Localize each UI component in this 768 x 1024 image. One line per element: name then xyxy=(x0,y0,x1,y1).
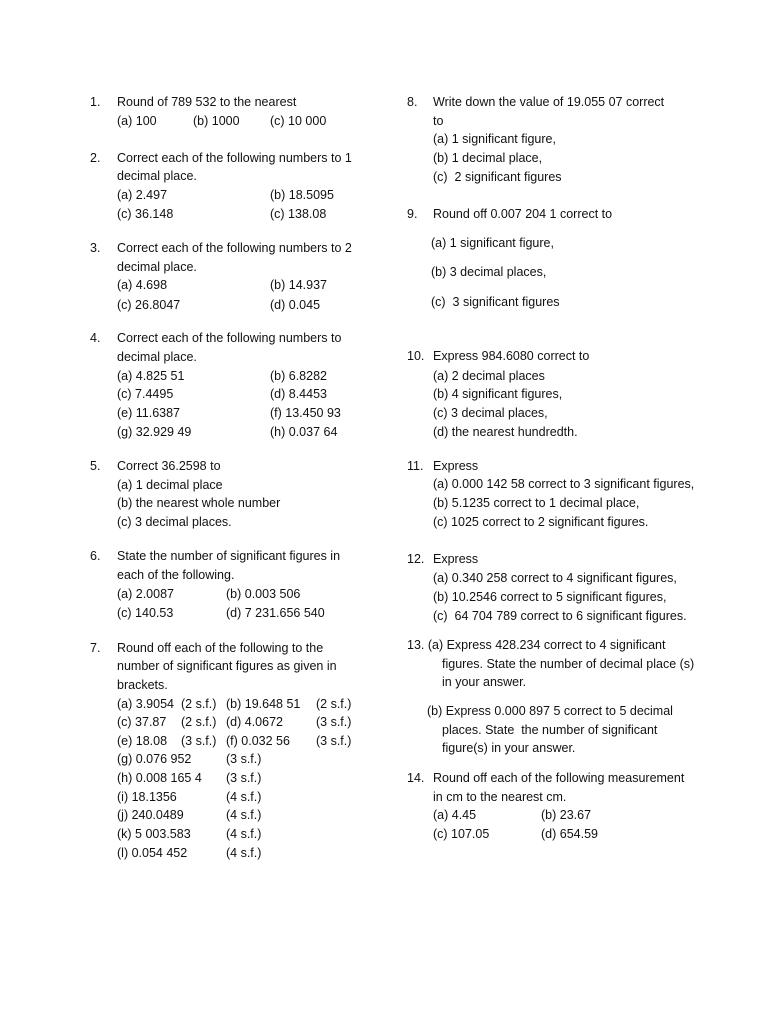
q7-item-l: (l) 0.054 452 xyxy=(117,846,188,860)
question-text: to xyxy=(433,114,444,128)
q7-item-e: (e) 18.08 xyxy=(117,734,168,748)
q7-sf-i: (4 s.f.) xyxy=(226,790,262,804)
question-number: 14. xyxy=(407,771,425,785)
q7-sf-l: (4 s.f.) xyxy=(226,846,262,860)
option-c: (c) 107.05 xyxy=(433,827,490,841)
q7-sf-b: (2 s.f.) xyxy=(316,697,352,711)
q7-sf-k: (4 s.f.) xyxy=(226,827,262,841)
question-text: Express xyxy=(433,552,479,566)
option-b: (b) 18.5095 xyxy=(270,188,334,202)
question-text: (b) Express 0.000 897 5 correct to 5 decimal xyxy=(427,704,673,718)
option-a: (a) 0.000 142 58 correct to 3 significant figures, xyxy=(433,477,695,491)
question-number: 10. xyxy=(407,349,425,363)
question-text: 13. (a) Express 428.234 correct to 4 significant xyxy=(407,638,666,652)
option-g: (g) 32.929 49 xyxy=(117,425,192,439)
question-text: Correct each of the following numbers to xyxy=(117,331,342,345)
option-d: (d) 0.045 xyxy=(270,298,321,312)
q7-item-g: (g) 0.076 952 xyxy=(117,752,192,766)
option-b: (b) the nearest whole number xyxy=(117,496,281,510)
q7-sf-f: (3 s.f.) xyxy=(316,734,352,748)
q7-sf-a: (2 s.f.) xyxy=(181,697,217,711)
option-b: (b) 5.1235 correct to 1 decimal place, xyxy=(433,496,640,510)
option-a: (a) 2.497 xyxy=(117,188,168,202)
question-text: in cm to the nearest cm. xyxy=(433,790,567,804)
question-text: brackets. xyxy=(117,678,168,692)
option-a: (a) 0.340 258 correct to 4 significant figures, xyxy=(433,571,677,585)
question-number: 4. xyxy=(90,331,101,345)
q7-item-h: (h) 0.008 165 4 xyxy=(117,771,202,785)
question-text: Round off each of the following measurement xyxy=(433,771,685,785)
option-b: (b) 4 significant figures, xyxy=(433,387,563,401)
option-a: (a) 4.698 xyxy=(117,278,168,292)
q7-sf-h: (3 s.f.) xyxy=(226,771,262,785)
question-text: Correct each of the following numbers to 2 xyxy=(117,241,352,255)
question-number: 5. xyxy=(90,459,101,473)
q7-sf-d: (3 s.f.) xyxy=(316,715,352,729)
option-c: (c) 26.8047 xyxy=(117,298,181,312)
q7-item-k: (k) 5 003.583 xyxy=(117,827,191,841)
option-c: (c) 1025 correct to 2 significant figures. xyxy=(433,515,649,529)
question-text: Write down the value of 19.055 07 correct xyxy=(433,95,665,109)
question-text: Correct 36.2598 to xyxy=(117,459,221,473)
option-c: (c) 3 significant figures xyxy=(431,295,560,309)
option-d: (d) 654.59 xyxy=(541,827,598,841)
option-a: (a) 4.45 xyxy=(433,808,477,822)
question-text: places. State the number of significant xyxy=(442,723,658,737)
question-number: 2. xyxy=(90,151,101,165)
question-text: Round of 789 532 to the nearest xyxy=(117,95,297,109)
q7-item-a: (a) 3.9054 xyxy=(117,697,174,711)
option-b: (b) 10.2546 correct to 5 significant figures, xyxy=(433,590,667,604)
question-text: decimal place. xyxy=(117,169,197,183)
question-text: Round off each of the following to the xyxy=(117,641,324,655)
question-number: 12. xyxy=(407,552,425,566)
option-c: (c) 10 000 xyxy=(270,114,327,128)
option-b: (b) 0.003 506 xyxy=(226,587,301,601)
option-a: (a) 2 decimal places xyxy=(433,369,545,383)
option-d: (d) 8.4453 xyxy=(270,387,327,401)
option-a: (a) 100 xyxy=(117,114,157,128)
q7-item-i: (i) 18.1356 xyxy=(117,790,177,804)
option-c: (c) 140.53 xyxy=(117,606,174,620)
question-text: Round off 0.007 204 1 correct to xyxy=(433,207,613,221)
question-text: figure(s) in your answer. xyxy=(442,741,576,755)
option-b: (b) 1 decimal place, xyxy=(433,151,543,165)
question-number: 6. xyxy=(90,549,101,563)
question-text: State the number of significant figures in xyxy=(117,549,341,563)
option-c: (c) 3 decimal places, xyxy=(433,406,548,420)
question-text: Correct each of the following numbers to 1 xyxy=(117,151,352,165)
option-b: (b) 23.67 xyxy=(541,808,592,822)
question-text: figures. State the number of decimal place (s) xyxy=(442,657,695,671)
option-c: (c) 64 704 789 correct to 6 significant figures. xyxy=(433,609,687,623)
option-c: (c) 3 decimal places. xyxy=(117,515,232,529)
q7-sf-g: (3 s.f.) xyxy=(226,752,262,766)
q7-item-c: (c) 37.87 xyxy=(117,715,167,729)
option-b: (b) 6.8282 xyxy=(270,369,327,383)
question-number: 8. xyxy=(407,95,418,109)
option-c: (c) 36.148 xyxy=(117,207,174,221)
option-a: (a) 1 decimal place xyxy=(117,478,223,492)
question-text: in your answer. xyxy=(442,675,527,689)
option-c: (c) 7.4495 xyxy=(117,387,174,401)
option-e: (e) 11.6387 xyxy=(117,406,181,420)
question-text: Express 984.6080 correct to xyxy=(433,349,590,363)
option-a: (a) 2.0087 xyxy=(117,587,174,601)
option-d: (d) the nearest hundredth. xyxy=(433,425,578,439)
q7-sf-e: (3 s.f.) xyxy=(181,734,217,748)
question-text: Express xyxy=(433,459,479,473)
option-a: (a) 4.825 51 xyxy=(117,369,185,383)
option-h: (h) 0.037 64 xyxy=(270,425,338,439)
option-a: (a) 1 significant figure, xyxy=(431,236,554,250)
option-a: (a) 1 significant figure, xyxy=(433,132,556,146)
q7-item-f: (f) 0.032 56 xyxy=(226,734,290,748)
q7-item-j: (j) 240.0489 xyxy=(117,808,184,822)
option-b: (b) 14.937 xyxy=(270,278,327,292)
option-f: (f) 13.450 93 xyxy=(270,406,341,420)
question-number: 9. xyxy=(407,207,418,221)
question-number: 3. xyxy=(90,241,101,255)
option-b: (b) 1000 xyxy=(193,114,240,128)
q7-sf-c: (2 s.f.) xyxy=(181,715,217,729)
question-text: decimal place. xyxy=(117,350,197,364)
option-c: (c) 2 significant figures xyxy=(433,170,562,184)
option-b: (b) 3 decimal places, xyxy=(431,265,547,279)
question-text: decimal place. xyxy=(117,260,197,274)
q7-item-d: (d) 4.0672 xyxy=(226,715,283,729)
q7-item-b: (b) 19.648 51 xyxy=(226,697,301,711)
question-number: 1. xyxy=(90,95,101,109)
option-d: (d) 7 231.656 540 xyxy=(226,606,325,620)
question-text: number of significant figures as given in xyxy=(117,659,337,673)
question-text: each of the following. xyxy=(117,568,235,582)
question-number: 7. xyxy=(90,641,101,655)
q7-sf-j: (4 s.f.) xyxy=(226,808,262,822)
question-number: 11. xyxy=(407,459,424,473)
option-d: (c) 138.08 xyxy=(270,207,327,221)
